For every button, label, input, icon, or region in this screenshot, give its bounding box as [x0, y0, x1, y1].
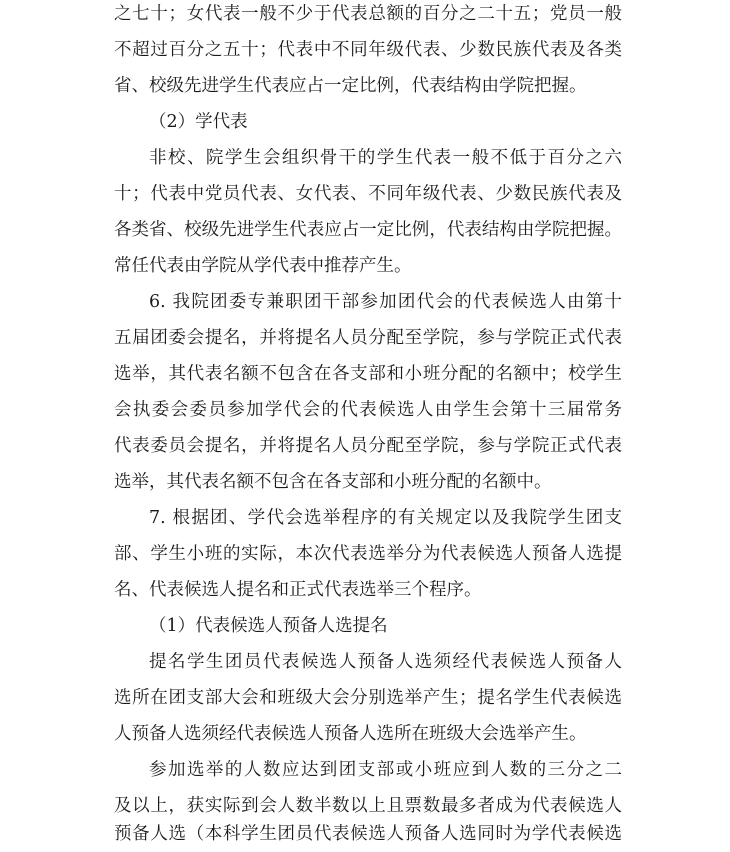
- text-line: 不超过百分之五十；代表中不同年级代表、少数民族代表及各类: [114, 40, 622, 60]
- text-line: 及以上，获实际到会人数半数以上且票数最多者成为代表候选人: [114, 796, 622, 816]
- text-line: 十；代表中党员代表、女代表、不同年级代表、少数民族代表及: [114, 184, 622, 204]
- text-line: 代表委员会提名，并将提名人员分配至学院，参与学院正式代表: [114, 436, 622, 456]
- text-line: 部、学生小班的实际，本次代表选举分为代表候选人预备人选提: [114, 544, 622, 564]
- text-line: 非校、院学生会组织骨干的学生代表一般不低于百分之六: [149, 148, 622, 168]
- text-line: 各类省、校级先进学生代表应占一定比例，代表结构由学院把握。: [114, 220, 622, 240]
- text-line: 人预备人选须经代表候选人预备人选所在班级大会选举产生。: [114, 724, 587, 744]
- text-line: 名、代表候选人提名和正式代表选举三个程序。: [114, 580, 482, 600]
- text-line: 7. 根据团、学代会选举程序的有关规定以及我院学生团支: [149, 508, 622, 528]
- text-line: 参加选举的人数应达到团支部或小班应到人数的三分之二: [149, 760, 622, 780]
- text-line: 省、校级先进学生代表应占一定比例，代表结构由学院把握。: [114, 76, 587, 96]
- text-line: 选举，其代表名额不包含在各支部和小班分配的名额中。: [114, 472, 552, 492]
- text-line: 五届团委会提名，并将提名人员分配至学院，参与学院正式代表: [114, 328, 622, 348]
- text-line: 选举，其代表名额不包含在各支部和小班分配的名额中；校学生: [114, 364, 622, 384]
- text-line: 6. 我院团委专兼职团干部参加团代会的代表候选人由第十: [149, 292, 622, 312]
- subheading: （2）学代表: [149, 112, 248, 132]
- subheading: （1）代表候选人预备人选提名: [149, 616, 388, 636]
- text-line: 会执委会委员参加学代会的代表候选人由学生会第十三届常务: [114, 400, 622, 420]
- text-line: 提名学生团员代表候选人预备人选须经代表候选人预备人: [149, 652, 622, 672]
- text-line: 之七十；女代表一般不少于代表总额的百分之二十五；党员一般: [114, 4, 622, 24]
- text-line: 选所在团支部大会和班级大会分别选举产生；提名学生代表候选: [114, 688, 622, 708]
- text-line: 预备人选（本科学生团员代表候选人预备人选同时为学代表候选: [114, 824, 622, 844]
- text-line: 常任代表由学院从学代表中推荐产生。: [114, 256, 412, 276]
